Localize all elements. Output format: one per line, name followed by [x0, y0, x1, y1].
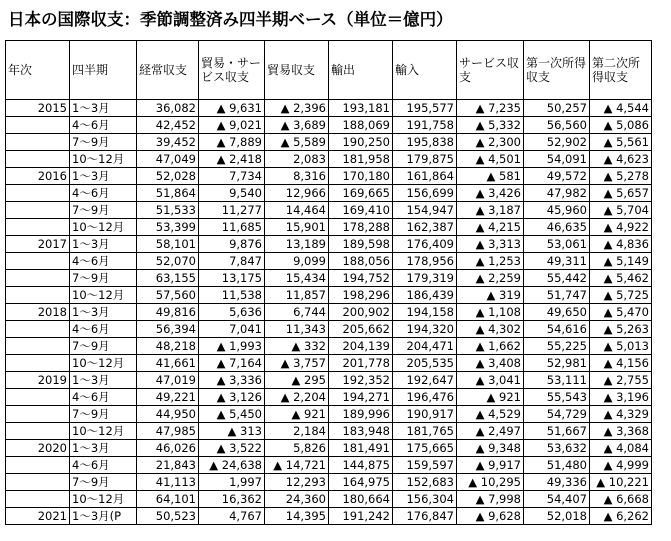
value-cell: ▲ 4,922: [590, 219, 652, 236]
value-cell: 47,982: [524, 185, 590, 202]
value-cell: 51,533: [137, 202, 199, 219]
value-cell: ▲ 2,259: [457, 270, 524, 287]
quarter-cell: 4～6月: [70, 117, 137, 134]
value-cell: 195,577: [393, 100, 457, 117]
table-row: [6, 491, 652, 508]
table-row: [6, 423, 652, 440]
value-cell: 159,597: [393, 457, 457, 474]
page-title: 日本の国際収支：季節調整済み四半期ベース（単位＝億円）: [8, 10, 453, 29]
quarter-cell: 1～3月: [70, 440, 137, 457]
value-cell: 47,019: [137, 372, 199, 389]
table-row: [6, 270, 652, 287]
value-cell: 169,410: [329, 202, 393, 219]
value-cell: 52,028: [137, 168, 199, 185]
value-cell: 49,572: [524, 168, 590, 185]
value-cell: 49,650: [524, 304, 590, 321]
value-cell: 12,293: [265, 474, 329, 491]
year-cell: [6, 151, 70, 168]
year-cell: 2017: [6, 236, 70, 253]
year-cell: [6, 134, 70, 151]
value-cell: ▲ 5,704: [590, 202, 652, 219]
value-cell: 179,875: [393, 151, 457, 168]
table-row: [6, 474, 652, 491]
value-cell: 9,876: [199, 236, 265, 253]
value-cell: 51,747: [524, 287, 590, 304]
value-cell: 175,665: [393, 440, 457, 457]
value-cell: ▲ 1,993: [199, 338, 265, 355]
value-cell: 176,847: [393, 508, 457, 525]
value-cell: ▲ 295: [265, 372, 329, 389]
value-cell: ▲ 5,263: [590, 321, 652, 338]
value-cell: ▲ 3,126: [199, 389, 265, 406]
value-cell: 51,480: [524, 457, 590, 474]
value-cell: 58,101: [137, 236, 199, 253]
table-row: [6, 457, 652, 474]
value-cell: 193,181: [329, 100, 393, 117]
value-cell: 12,966: [265, 185, 329, 202]
value-cell: 42,452: [137, 117, 199, 134]
quarter-cell: 1～3月: [70, 236, 137, 253]
value-cell: 46,635: [524, 219, 590, 236]
value-cell: ▲ 9,021: [199, 117, 265, 134]
header-goods-services: 貿易・サービス収支: [199, 41, 265, 100]
value-cell: ▲ 3,313: [457, 236, 524, 253]
value-cell: 51,864: [137, 185, 199, 202]
year-cell: [6, 355, 70, 372]
value-cell: 156,699: [393, 185, 457, 202]
value-cell: 181,958: [329, 151, 393, 168]
value-cell: 51,667: [524, 423, 590, 440]
value-cell: 169,665: [329, 185, 393, 202]
value-cell: 181,765: [393, 423, 457, 440]
value-cell: ▲ 3,368: [590, 423, 652, 440]
value-cell: 156,304: [393, 491, 457, 508]
quarter-cell: 10～12月: [70, 355, 137, 372]
value-cell: ▲ 313: [199, 423, 265, 440]
balance-of-payments-table: [5, 40, 652, 525]
table-row: [6, 219, 652, 236]
value-cell: 192,647: [393, 372, 457, 389]
value-cell: 180,664: [329, 491, 393, 508]
value-cell: 7,847: [199, 253, 265, 270]
value-cell: ▲ 4,156: [590, 355, 652, 372]
value-cell: ▲ 7,998: [457, 491, 524, 508]
year-cell: [6, 270, 70, 287]
value-cell: 162,387: [393, 219, 457, 236]
value-cell: ▲ 5,657: [590, 185, 652, 202]
value-cell: 50,523: [137, 508, 199, 525]
value-cell: ▲ 2,418: [199, 151, 265, 168]
value-cell: ▲ 5,013: [590, 338, 652, 355]
value-cell: 54,729: [524, 406, 590, 423]
value-cell: 189,996: [329, 406, 393, 423]
year-cell: [6, 202, 70, 219]
year-cell: [6, 253, 70, 270]
table-row: [6, 338, 652, 355]
value-cell: 21,843: [137, 457, 199, 474]
value-cell: 14,464: [265, 202, 329, 219]
value-cell: ▲ 1,108: [457, 304, 524, 321]
header-year: 年次: [6, 41, 70, 100]
year-cell: 2018: [6, 304, 70, 321]
table-row: [6, 117, 652, 134]
value-cell: 14,395: [265, 508, 329, 525]
value-cell: 49,311: [524, 253, 590, 270]
value-cell: ▲ 2,755: [590, 372, 652, 389]
quarter-cell: 1～3月: [70, 168, 137, 185]
header-imports: 輸入: [393, 41, 457, 100]
value-cell: 191,758: [393, 117, 457, 134]
value-cell: ▲ 5,332: [457, 117, 524, 134]
table-row: [6, 406, 652, 423]
value-cell: 39,452: [137, 134, 199, 151]
quarter-cell: 4～6月: [70, 457, 137, 474]
quarter-cell: 7～9月: [70, 134, 137, 151]
value-cell: ▲ 5,462: [590, 270, 652, 287]
year-cell: [6, 423, 70, 440]
value-cell: 6,744: [265, 304, 329, 321]
quarter-cell: 7～9月: [70, 202, 137, 219]
value-cell: 9,540: [199, 185, 265, 202]
value-cell: 178,288: [329, 219, 393, 236]
value-cell: ▲ 6,262: [590, 508, 652, 525]
value-cell: ▲ 5,470: [590, 304, 652, 321]
value-cell: 2,184: [265, 423, 329, 440]
value-cell: 176,409: [393, 236, 457, 253]
year-cell: [6, 185, 70, 202]
value-cell: ▲ 4,501: [457, 151, 524, 168]
value-cell: 54,091: [524, 151, 590, 168]
value-cell: ▲ 9,348: [457, 440, 524, 457]
year-cell: 2019: [6, 372, 70, 389]
value-cell: ▲ 4,084: [590, 440, 652, 457]
quarter-cell: 4～6月: [70, 321, 137, 338]
table-row: [6, 355, 652, 372]
value-cell: 11,343: [265, 321, 329, 338]
header-quarter: 四半期: [70, 41, 137, 100]
value-cell: 154,947: [393, 202, 457, 219]
value-cell: ▲ 5,561: [590, 134, 652, 151]
value-cell: 52,018: [524, 508, 590, 525]
quarter-cell: 4～6月: [70, 389, 137, 406]
header-secondary-income: 第二次所得収支: [590, 41, 652, 100]
header-exports: 輸出: [329, 41, 393, 100]
value-cell: 63,155: [137, 270, 199, 287]
value-cell: 144,875: [329, 457, 393, 474]
value-cell: 11,277: [199, 202, 265, 219]
value-cell: 56,394: [137, 321, 199, 338]
value-cell: ▲ 4,529: [457, 406, 524, 423]
quarter-cell: 7～9月: [70, 406, 137, 423]
year-cell: [6, 117, 70, 134]
value-cell: 178,956: [393, 253, 457, 270]
table-row: [6, 100, 652, 117]
value-cell: ▲ 10,295: [457, 474, 524, 491]
value-cell: 204,471: [393, 338, 457, 355]
value-cell: ▲ 4,544: [590, 100, 652, 117]
quarter-cell: 10～12月: [70, 151, 137, 168]
year-cell: [6, 321, 70, 338]
value-cell: ▲ 5,086: [590, 117, 652, 134]
quarter-cell: 10～12月: [70, 219, 137, 236]
value-cell: ▲ 1,662: [457, 338, 524, 355]
header-primary-income: 第一次所得収支: [524, 41, 590, 100]
header-row: [6, 41, 652, 100]
table-row: [6, 236, 652, 253]
value-cell: ▲ 3,426: [457, 185, 524, 202]
value-cell: 52,902: [524, 134, 590, 151]
year-cell: 2020: [6, 440, 70, 457]
value-cell: 201,778: [329, 355, 393, 372]
value-cell: 4,767: [199, 508, 265, 525]
quarter-cell: 10～12月: [70, 423, 137, 440]
table-row: [6, 134, 652, 151]
value-cell: 49,336: [524, 474, 590, 491]
value-cell: 194,320: [393, 321, 457, 338]
value-cell: 15,901: [265, 219, 329, 236]
table-row: [6, 508, 652, 525]
value-cell: ▲ 5,450: [199, 406, 265, 423]
value-cell: ▲ 10,221: [590, 474, 652, 491]
value-cell: 196,476: [393, 389, 457, 406]
year-cell: 2016: [6, 168, 70, 185]
value-cell: ▲ 2,396: [265, 100, 329, 117]
value-cell: 5,636: [199, 304, 265, 321]
table-row: [6, 287, 652, 304]
value-cell: ▲ 3,522: [199, 440, 265, 457]
value-cell: 41,113: [137, 474, 199, 491]
value-cell: ▲ 921: [457, 389, 524, 406]
year-cell: [6, 219, 70, 236]
table-row: [6, 372, 652, 389]
value-cell: ▲ 7,889: [199, 134, 265, 151]
value-cell: 9,099: [265, 253, 329, 270]
value-cell: ▲ 1,253: [457, 253, 524, 270]
quarter-cell: 7～9月: [70, 338, 137, 355]
value-cell: 1,997: [199, 474, 265, 491]
value-cell: 24,360: [265, 491, 329, 508]
value-cell: ▲ 3,196: [590, 389, 652, 406]
value-cell: 11,538: [199, 287, 265, 304]
value-cell: ▲ 2,204: [265, 389, 329, 406]
year-cell: 2021: [6, 508, 70, 525]
value-cell: 205,662: [329, 321, 393, 338]
value-cell: ▲ 24,638: [199, 457, 265, 474]
value-cell: 16,362: [199, 491, 265, 508]
value-cell: ▲ 6,668: [590, 491, 652, 508]
value-cell: 194,158: [393, 304, 457, 321]
value-cell: ▲ 4,215: [457, 219, 524, 236]
quarter-cell: 10～12月: [70, 287, 137, 304]
header-trade-balance: 貿易収支: [265, 41, 329, 100]
table-row: [6, 389, 652, 406]
value-cell: 52,070: [137, 253, 199, 270]
value-cell: 15,434: [265, 270, 329, 287]
table-row: [6, 168, 652, 185]
value-cell: 5,826: [265, 440, 329, 457]
value-cell: 57,560: [137, 287, 199, 304]
value-cell: 49,221: [137, 389, 199, 406]
value-cell: ▲ 2,300: [457, 134, 524, 151]
value-cell: 189,598: [329, 236, 393, 253]
value-cell: ▲ 3,757: [265, 355, 329, 372]
value-cell: 36,082: [137, 100, 199, 117]
value-cell: ▲ 332: [265, 338, 329, 355]
value-cell: 195,838: [393, 134, 457, 151]
table-row: [6, 202, 652, 219]
value-cell: 205,535: [393, 355, 457, 372]
value-cell: 55,225: [524, 338, 590, 355]
value-cell: ▲ 3,408: [457, 355, 524, 372]
value-cell: 198,296: [329, 287, 393, 304]
value-cell: ▲ 5,589: [265, 134, 329, 151]
table-row: [6, 253, 652, 270]
value-cell: ▲ 3,041: [457, 372, 524, 389]
value-cell: ▲ 5,149: [590, 253, 652, 270]
value-cell: 152,683: [393, 474, 457, 491]
value-cell: ▲ 3,336: [199, 372, 265, 389]
value-cell: 186,439: [393, 287, 457, 304]
value-cell: 47,049: [137, 151, 199, 168]
value-cell: 188,056: [329, 253, 393, 270]
value-cell: 8,316: [265, 168, 329, 185]
value-cell: ▲ 9,628: [457, 508, 524, 525]
value-cell: ▲ 3,187: [457, 202, 524, 219]
year-cell: 2015: [6, 100, 70, 117]
value-cell: 48,218: [137, 338, 199, 355]
value-cell: 53,632: [524, 440, 590, 457]
value-cell: 47,985: [137, 423, 199, 440]
value-cell: 200,902: [329, 304, 393, 321]
value-cell: 55,442: [524, 270, 590, 287]
quarter-cell: 10～12月: [70, 491, 137, 508]
quarter-cell: 1～3月: [70, 304, 137, 321]
value-cell: 53,399: [137, 219, 199, 236]
value-cell: ▲ 4,302: [457, 321, 524, 338]
value-cell: 44,950: [137, 406, 199, 423]
value-cell: ▲ 7,164: [199, 355, 265, 372]
value-cell: 164,975: [329, 474, 393, 491]
value-cell: 161,864: [393, 168, 457, 185]
value-cell: 54,616: [524, 321, 590, 338]
year-cell: [6, 457, 70, 474]
value-cell: ▲ 5,725: [590, 287, 652, 304]
value-cell: 2,083: [265, 151, 329, 168]
year-cell: [6, 406, 70, 423]
value-cell: ▲ 4,836: [590, 236, 652, 253]
table-row: [6, 440, 652, 457]
year-cell: [6, 338, 70, 355]
value-cell: ▲ 581: [457, 168, 524, 185]
value-cell: ▲ 9,917: [457, 457, 524, 474]
value-cell: 191,242: [329, 508, 393, 525]
value-cell: 190,250: [329, 134, 393, 151]
value-cell: 179,319: [393, 270, 457, 287]
value-cell: 54,407: [524, 491, 590, 508]
header-services: サービス収支: [457, 41, 524, 100]
value-cell: 7,734: [199, 168, 265, 185]
header-current-account: 経常収支: [137, 41, 199, 100]
quarter-cell: 1～3月(P: [70, 508, 137, 525]
value-cell: 45,960: [524, 202, 590, 219]
value-cell: 41,661: [137, 355, 199, 372]
value-cell: 53,111: [524, 372, 590, 389]
value-cell: 53,061: [524, 236, 590, 253]
quarter-cell: 4～6月: [70, 185, 137, 202]
value-cell: ▲ 4,329: [590, 406, 652, 423]
quarter-cell: 1～3月: [70, 100, 137, 117]
quarter-cell: 1～3月: [70, 372, 137, 389]
value-cell: ▲ 3,689: [265, 117, 329, 134]
quarter-cell: 7～9月: [70, 270, 137, 287]
value-cell: 64,101: [137, 491, 199, 508]
value-cell: 50,257: [524, 100, 590, 117]
value-cell: 11,857: [265, 287, 329, 304]
value-cell: 204,139: [329, 338, 393, 355]
table-row: [6, 304, 652, 321]
value-cell: 49,816: [137, 304, 199, 321]
value-cell: 13,189: [265, 236, 329, 253]
value-cell: 46,026: [137, 440, 199, 457]
value-cell: 194,752: [329, 270, 393, 287]
year-cell: [6, 491, 70, 508]
value-cell: ▲ 2,497: [457, 423, 524, 440]
value-cell: ▲ 14,721: [265, 457, 329, 474]
value-cell: ▲ 4,999: [590, 457, 652, 474]
value-cell: 183,948: [329, 423, 393, 440]
value-cell: ▲ 5,278: [590, 168, 652, 185]
value-cell: ▲ 9,631: [199, 100, 265, 117]
value-cell: 11,685: [199, 219, 265, 236]
value-cell: 13,175: [199, 270, 265, 287]
value-cell: 170,180: [329, 168, 393, 185]
value-cell: 188,069: [329, 117, 393, 134]
value-cell: ▲ 4,623: [590, 151, 652, 168]
value-cell: 7,041: [199, 321, 265, 338]
value-cell: 190,917: [393, 406, 457, 423]
table-row: [6, 321, 652, 338]
value-cell: 52,981: [524, 355, 590, 372]
value-cell: 56,560: [524, 117, 590, 134]
table-row: [6, 151, 652, 168]
value-cell: ▲ 7,235: [457, 100, 524, 117]
value-cell: 55,543: [524, 389, 590, 406]
year-cell: [6, 474, 70, 491]
year-cell: [6, 389, 70, 406]
quarter-cell: 7～9月: [70, 474, 137, 491]
value-cell: ▲ 921: [265, 406, 329, 423]
quarter-cell: 4～6月: [70, 253, 137, 270]
year-cell: [6, 287, 70, 304]
value-cell: ▲ 319: [457, 287, 524, 304]
value-cell: 194,271: [329, 389, 393, 406]
value-cell: 192,352: [329, 372, 393, 389]
value-cell: 181,491: [329, 440, 393, 457]
table-row: [6, 185, 652, 202]
